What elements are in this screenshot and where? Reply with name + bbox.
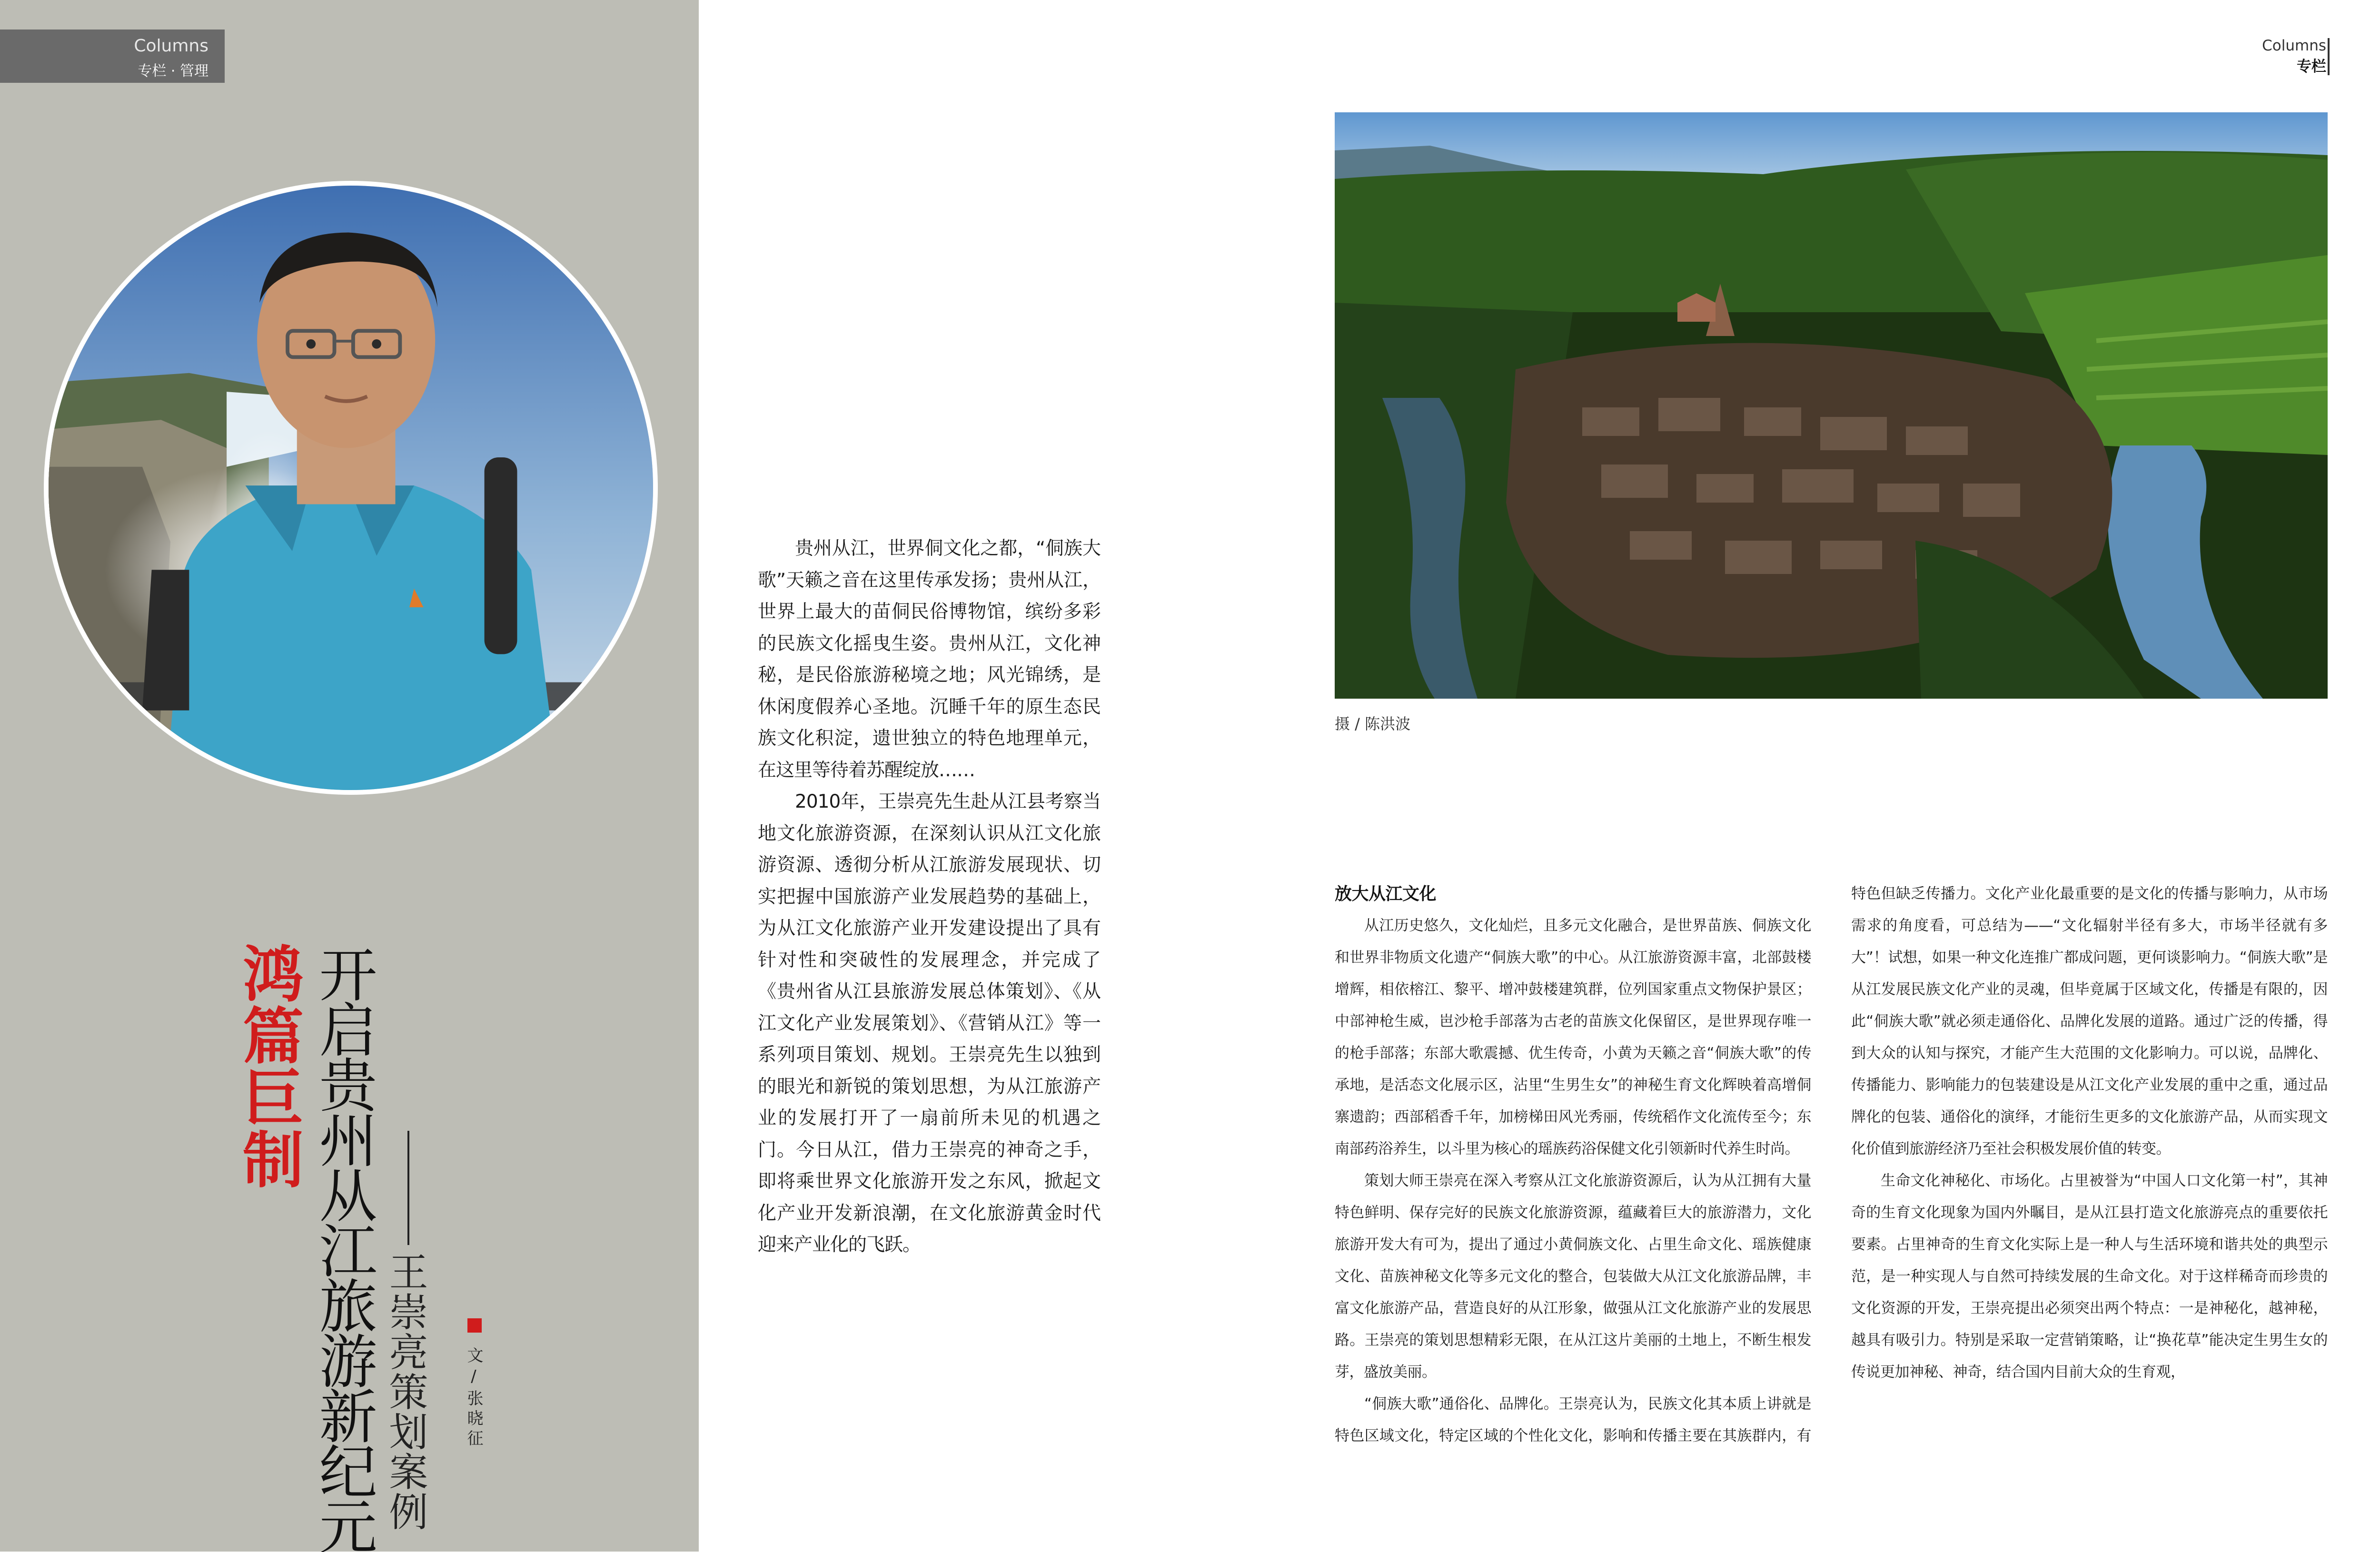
intro-text (758, 533, 1101, 1261)
village-illustration (1335, 112, 2328, 699)
running-head (2262, 37, 2326, 76)
column-tab-en: Columns (134, 36, 208, 56)
article-paragraph: “侗族大歌”通俗化、品牌化。王崇亮认为，民族文化其本质上讲就是特色区域文化，特定区域的个性化文化，影响和传播主要在其族群内，有特色但缺乏传播力。文化产业化最重要的是文化的传播与影响力，从市场需求的角度看，可总结为——“文化辐射半径有多大，市场半径就有多大”！试想，如果一种文化连推广都成问题，更何谈影响力。“侗族大歌”是从江发展民族文化产业的灵魂，但毕竟属于区域文化，传播是有限的，因此“侗族大歌”就必须走通俗化、品牌化发展的道路。通过广泛的传播，得到大众的认知与探究，才能产生大范围的文化影响力。可以说，品牌化、传播能力、影响能力的包装建设是从江文化产业发展的重中之重，通过品牌化的包装、通俗化的演绎，才能衍生更多的文化旅游产品，从而实现文化价值到旅游经济乃至社会积极发展价值的转变。 (1335, 885, 2328, 1444)
author-credit: 文/张晓征 (464, 1347, 483, 1450)
column-tab-zh: 专栏 · 管理 (138, 63, 208, 79)
author-marker (467, 1318, 482, 1333)
running-head-en: Columns (2262, 37, 2326, 54)
subtitle-dash (407, 1131, 409, 1245)
village-photo (1335, 112, 2328, 699)
article-paragraph: 策划大师王崇亮在深入考察从江文化旅游资源后，认为从江拥有大量特色鲜明、保存完好的民族文化旅游资源，蕴藏着巨大的旅游潜力，文化旅游开发大有可为，提出了通过小黄侗族文化、占里生命文化、瑶族健康文化、苗族神秘文化等多元文化的整合，包装做大从江文化旅游品牌，丰富文化旅游产品，营造良好的从江形象，做强从江文化旅游产业的发展思路。王崇亮的策划思想精彩无限，在从江这片美丽的土地上，不断生根发芽，盛放美丽。 (1335, 1172, 1811, 1381)
left-title-panel (0, 0, 699, 1552)
article-body (1335, 878, 2328, 1463)
page-title: 开启贵州从江旅游新纪元 (309, 945, 377, 1552)
column-tab (0, 30, 225, 83)
intro-paragraph: 贵州从江，世界侗文化之都，“侗族大歌”天籁之音在这里传承发扬；贵州从江，世界上最大的苗侗民俗博物馆，缤纷多彩的民族文化摇曳生姿。贵州从江，文化神秘，是民俗旅游秘境之地；风光锦绣，是休闲度假养心圣地。沉睡千年的原生态民族文化积淀，遗世独立的特色地理单元，在这里等待着苏醒绽放…… (758, 538, 1101, 781)
article-paragraph: 从江历史悠久，文化灿烂，且多元文化融合，是世界苗族、侗族文化和世界非物质文化遗产“侗族大歌”的中心。从江旅游资源丰富，北部鼓楼增辉，相依榕江、黎平、增冲鼓楼建筑群，位列国家重点文物保护景区；中部神枪生威，岜沙枪手部落为古老的苗族文化保留区，是世界现存唯一的枪手部落；东部大歌震撼、优生传奇，小黄为天籁之音“侗族大歌”的传承地，是活态文化展示区，沾里“生男生女”的神秘生育文化辉映着高增侗寨遗韵；西部稻香千年，加榜梯田风光秀丽，传统稻作文化流传至今；东南部药浴养生，以斗里为核心的瑶族药浴保健文化引领新时代养生时尚。 (1335, 917, 1811, 1157)
running-head-zh: 专栏 (2297, 58, 2326, 75)
section-heading: 放大从江文化 (1335, 884, 1437, 904)
subtitle: 王崇亮策划案例 (383, 1252, 428, 1532)
article-paragraph: 生命文化神秘化、市场化。占里被誉为“中国人口文化第一村”，其神奇的生育文化现象为国内外瞩目，是从江县打造文化旅游亮点的重要依托要素。占里神奇的生育文化实际上是一种人与生活环境和谐共处的典型示范，是一种实现人与自然可持续发展的生命文化。对于这样稀奇而珍贵的文化资源的开发，王崇亮提出必须突出两个特点：一是神秘化，越神秘，越具有吸引力。特别是采取一定营销策略，让“换花草”能决定生男生女的传说更加神秘、神奇，结合国内目前大众的生育观， (1851, 1172, 2328, 1381)
running-head-bar (2328, 38, 2330, 75)
portrait-photo (44, 181, 658, 795)
photo-credit: 摄 / 陈洪波 (1335, 715, 1411, 733)
kicker-title: 鸿篇巨制 (232, 942, 303, 1190)
intro-paragraph: 2010年，王崇亮先生赴从江县考察当地文化旅游资源，在深刻认识从江文化旅游资源、透彻分析从江旅游发展现状、切实把握中国旅游产业发展趋势的基础上，为从江文化旅游产业开发建设提出了具有针对性和突破性的发展理念，并完成了《贵州省从江县旅游发展总体策划》、《从江文化产业发展策划》、《营销从江》等一系列项目策划、规划。王崇亮先生以独到的眼光和新锐的策划思想，为从江旅游产业的发展打开了一扇前所未见的机遇之门。今日从江，借力王崇亮的神奇之手，即将乘世界文化旅游开发之东风，掀起文化产业开发新浪潮，在文化旅游黄金时代迎来产业化的飞跃。 (758, 791, 1101, 1255)
portrait-illustration (49, 186, 653, 790)
